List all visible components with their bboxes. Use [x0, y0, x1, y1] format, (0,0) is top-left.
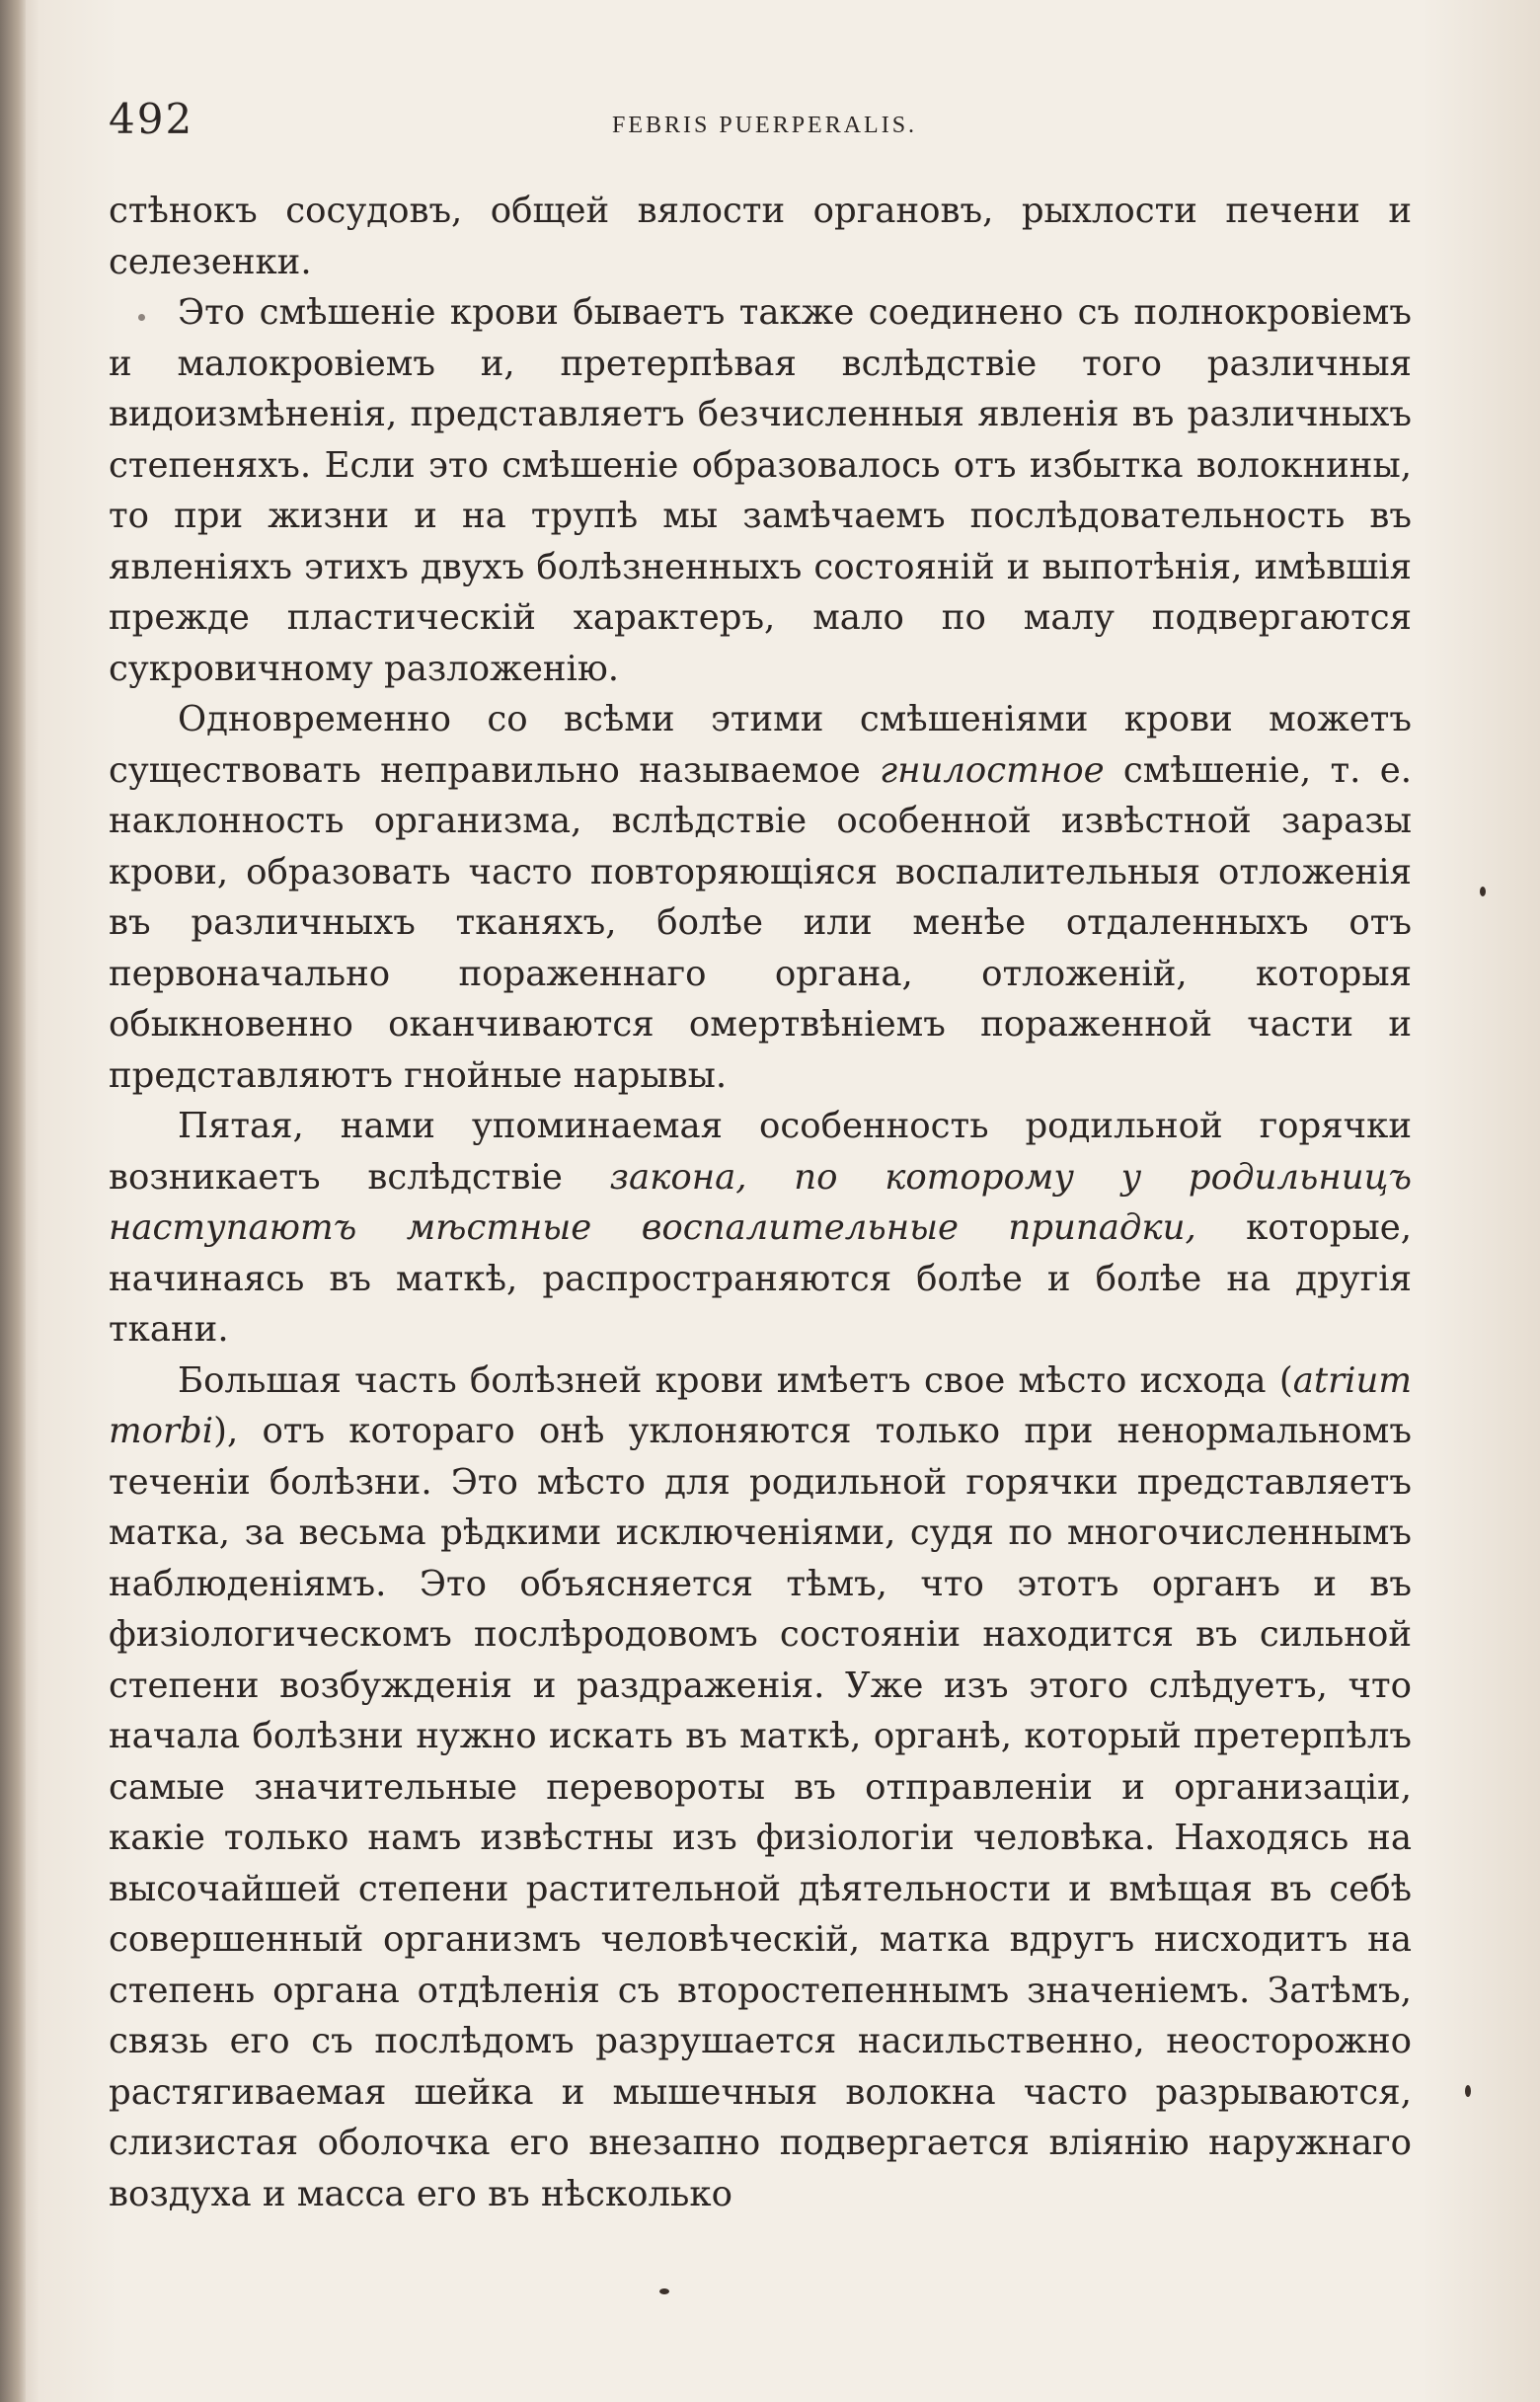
paragraph [109, 694, 1412, 1101]
running-title: FEBRIS PUERPERALIS. [612, 113, 918, 138]
text-run: которые, начинаясь въ маткѣ, распространяются болѣе и болѣе на другія ткани. [109, 1207, 1412, 1350]
paragraph [109, 186, 1412, 287]
ink-speck [659, 2288, 669, 2294]
text-run: стѣнокъ сосудовъ, общей вялости органовъ, рыхлости печени и селезенки. [109, 191, 1412, 282]
ink-speck [1465, 2085, 1471, 2097]
text-run: смѣшеніе, т. е. наклонность организма, вслѣдствіе особенной извѣстной заразы крови, образовать часто повторяющіяся воспалительныя отложенія въ различныхъ тканяхъ, болѣе или менѣе отдаленныхъ отъ первоначально пораженнаго органа, отложеній, которыя обыкновенно оканчиваются омертвѣніемъ пораженной части и представляютъ гнойные нарывы. [109, 749, 1413, 1096]
italic-text: гнилостное [880, 749, 1105, 791]
text-run: Одновременно со всѣми этими смѣшеніями крови можетъ существовать неправильно называемое [109, 699, 1412, 791]
italic-text: atrium morbi [109, 1359, 1412, 1451]
paragraph [109, 287, 1412, 694]
body-text [109, 186, 1412, 2219]
text-run: Большая часть болѣзней крови имѣетъ свое мѣсто исхода ( [178, 1359, 1293, 1401]
page-binding-edge [0, 0, 26, 2402]
ink-speck [138, 314, 145, 321]
paragraph [109, 1101, 1412, 1356]
italic-text: закона, по которому у родильницъ наступаютъ мѣстные воспалительные припадки, [109, 1156, 1412, 1248]
paragraph [109, 1356, 1412, 2220]
text-run: Это смѣшеніе крови бываетъ также соединено съ полнокровіемъ и малокровіемъ и, претерпѣвая вслѣдствіе того различныя видоизмѣненія, представляетъ безчисленныя явленія въ различныхъ степеняхъ. Если это смѣшеніе образовалось отъ избытка волокнины, то при жизни и на трупѣ мы замѣчаемъ послѣдовательность въ явленіяхъ этихъ двухъ болѣзненныхъ состояній и выпотѣнія, имѣвшія прежде пластическій характеръ, мало по малу подвергаются сукровичному разложенію. [109, 292, 1412, 689]
page-number: 492 [109, 95, 194, 143]
text-run: Пятая, нами упоминаемая особенность родильной горячки возникаетъ вслѣдствіе [109, 1106, 1412, 1198]
page-header [109, 95, 1412, 154]
text-run: ), отъ котораго онѣ уклоняются только при ненормальномъ теченіи болѣзни. Это мѣсто для родильной горячки представляетъ матка, за весьма рѣдкими исключеніями, судя по многочисленнымъ наблюденіямъ. Это объясняется тѣмъ, что этотъ органъ и въ физіологическомъ послѣродовомъ состояніи находится въ сильной степени возбужденія и раздраженія. Уже изъ этого слѣдуетъ, что начала болѣзни нужно искать въ маткѣ, органѣ, который претерпѣлъ самые значительные перевороты въ отправленіи и организаціи, какіе только намъ извѣстны изъ физіологіи человѣка. Находясь на высочайшей степени растительной дѣятельности и вмѣщая въ себѣ совершенный организмъ человѣческій, матка вдругъ нисходитъ на степень органа отдѣленія съ второстепеннымъ значеніемъ. Затѣмъ, связь его съ послѣдомъ разрушается насильственно, неосторожно растягиваемая шейка и мышечныя волокна часто разрываются, слизистая оболочка его внезапно подвергается вліянію наружнаго воздуха и масса его въ нѣсколько [109, 1411, 1412, 2214]
ink-speck [1480, 887, 1486, 896]
